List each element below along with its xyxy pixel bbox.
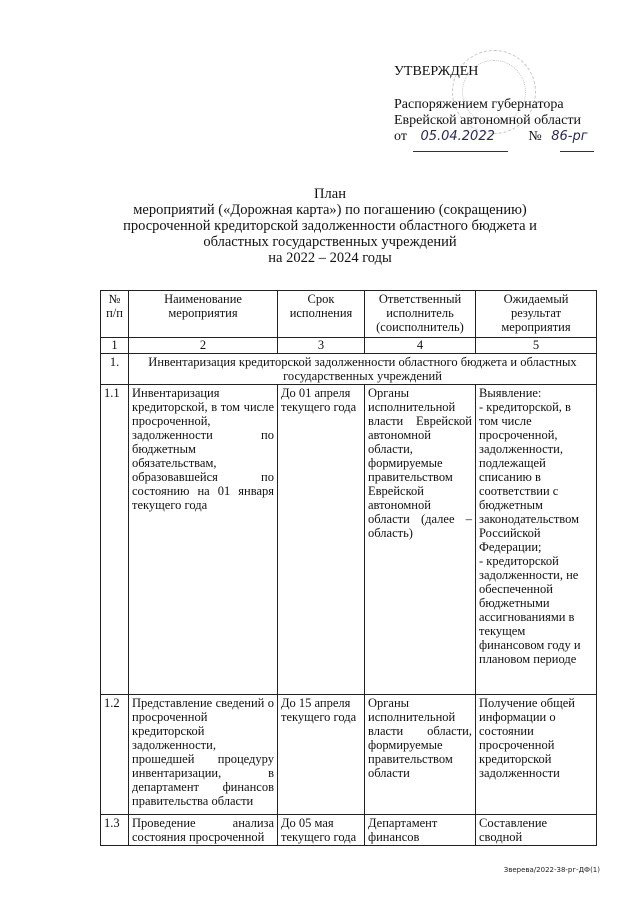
document-title: [60, 186, 600, 266]
approved-heading: УТВЕРЖДЕН: [394, 64, 479, 79]
document-footer: Зверева/2022-38-рг-ДФ(1): [503, 866, 600, 874]
section-number: 1.: [101, 354, 129, 385]
approval-line-2: Еврейской автономной области: [394, 113, 581, 128]
column-number: 4: [365, 338, 476, 354]
row-name: Представление сведений о просроченной кредиторской задолженности, прошедшей процедуру инвентаризации, в департамент финансов правительства области: [129, 695, 278, 815]
approval-date-line: [394, 129, 624, 145]
table-row: [101, 385, 597, 695]
row-number: 1.2: [101, 695, 129, 815]
title-line-3: просроченной кредиторской задолженности областного бюджета и: [123, 218, 537, 234]
row-result: Составление сводной: [476, 815, 597, 846]
handwritten-date: 05.04.2022: [420, 129, 495, 144]
approval-line-1: Распоряжением губернатора: [394, 97, 564, 112]
table-row: [101, 695, 597, 815]
header-result: Ожидаемый результат мероприятия: [476, 291, 597, 338]
column-number: 3: [278, 338, 365, 354]
number-label: №: [528, 129, 542, 144]
row-term: До 15 апреля текущего года: [278, 695, 365, 815]
title-line-5: на 2022 – 2024 годы: [268, 250, 392, 266]
table-row: [101, 815, 597, 846]
row-executor: Департамент финансов: [365, 815, 476, 846]
row-term: До 01 апреля текущего года: [278, 385, 365, 695]
column-number-row: [101, 338, 597, 354]
title-line-4: областных государственных учреждений: [203, 234, 457, 250]
number-underline: [560, 151, 594, 152]
row-name: Инвентаризация кредиторской, в том числе просроченной, задолженности по бюджетным обязательствам, образовавшейся по состоянию на 01 января текущего года: [129, 385, 278, 695]
row-executor: Органы исполнительной власти Еврейской автономной области, формируемые правительством Еврейской автономной области (далее – область): [365, 385, 476, 695]
row-number: 1.1: [101, 385, 129, 695]
handwritten-number: 86-рг: [551, 129, 588, 144]
from-label: от: [394, 129, 407, 144]
row-term: До 05 мая текущего года: [278, 815, 365, 846]
header-executor: Ответственный исполнитель (соисполнитель): [365, 291, 476, 338]
header-number: № п/п: [101, 291, 129, 338]
column-number: 1: [101, 338, 129, 354]
row-result: Выявление: - кредиторской, в том числе просроченной, задолженности, подлежащей списанию в соответствии с бюджетным законодательством Российской Федерации; - кредиторской задолженности, не обеспеченной бюджетными ассигнованиями в текущем финансовом году и плановом периоде: [476, 385, 597, 695]
row-name: Проведение анализа состояния просроченной: [129, 815, 278, 846]
roadmap-table: [100, 290, 597, 846]
row-executor: Органы исполнительной власти области, формируемые правительством области: [365, 695, 476, 815]
header-term: Срок исполнения: [278, 291, 365, 338]
section-row: [101, 354, 597, 385]
row-result: Получение общей информации о состоянии просроченной кредиторской задолженности: [476, 695, 597, 815]
section-title: Инвентаризация кредиторской задолженности областного бюджета и областных государственных учреждений: [129, 354, 597, 385]
column-number: 2: [129, 338, 278, 354]
title-line-1: План: [314, 186, 346, 202]
row-number: 1.3: [101, 815, 129, 846]
table-header-row: [101, 291, 597, 338]
header-name: Наименование мероприятия: [129, 291, 278, 338]
column-number: 5: [476, 338, 597, 354]
title-line-2: мероприятий («Дорожная карта») по погашению (сокращению): [133, 202, 527, 218]
date-underline: [413, 151, 508, 152]
approval-block: [394, 64, 624, 145]
